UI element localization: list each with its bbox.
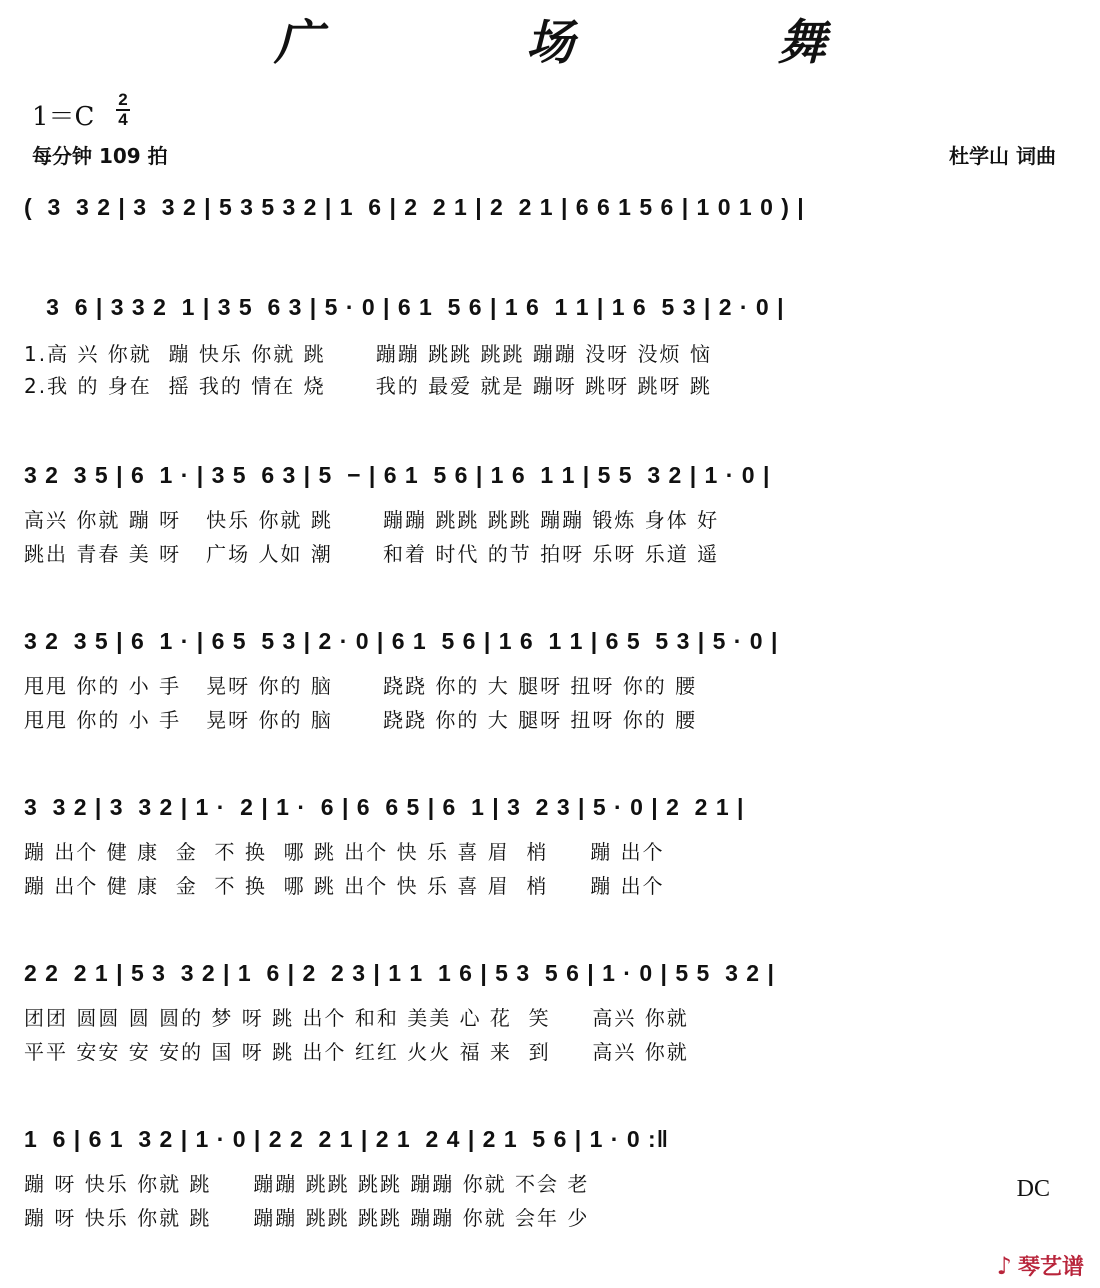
lyrics-verse-1: 高兴 你就 蹦 呀 快乐 你就 跳 蹦蹦 跳跳 跳跳 蹦蹦 锻炼 身体 好 — [24, 508, 720, 532]
lyrics-verse-1: 团团 圆圆 圆 圆的 梦 呀 跳 出个 和和 美美 心 花 笑 高兴 你就 — [24, 1006, 689, 1030]
lyrics-verse-2: 蹦 呀 快乐 你就 跳 蹦蹦 跳跳 跳跳 蹦蹦 你就 会年 少 — [24, 1206, 590, 1230]
logo-text: 琴艺谱 — [1017, 1255, 1084, 1280]
notes-line: 1 6 | 6 1 3 2 | 1 · 0 | 2 2 2 1 | 2 1 2 4 | 2 1 5 6 | 1 · 0 :‖ — [24, 1126, 670, 1152]
notes-line: 2 2 2 1 | 5 3 3 2 | 1 6 | 2 2 3 | 1 1 1 6 | 5 3 5 6 | 1 · 0 | 5 5 3 2 | — [24, 960, 775, 986]
lyrics-verse-2: 蹦 出个 健 康 金 不 换 哪 跳 出个 快 乐 喜 眉 梢 蹦 出个 — [24, 874, 665, 898]
time-signature-top: 2 — [118, 90, 128, 109]
tempo-marking: 每分钟 109 拍 — [32, 144, 168, 168]
lyrics-verse-2: 跳出 青春 美 呀 广场 人如 潮 和着 时代 的节 拍呀 乐呀 乐道 遥 — [24, 542, 720, 566]
logo-icon: ♪ — [996, 1252, 1012, 1280]
page-title: 广 场 舞 — [273, 15, 904, 71]
lyrics-verse-1: 1.高 兴 你就 蹦 快乐 你就 跳 蹦蹦 跳跳 跳跳 蹦蹦 没呀 没烦 恼 — [24, 342, 712, 366]
lyrics-verse-2: 甩甩 你的 小 手 晃呀 你的 脑 跷跷 你的 大 腿呀 扭呀 你的 腰 — [24, 708, 698, 732]
notes-line: 3 2 3 5 | 6 1 · | 3 5 6 3 | 5 − | 6 1 5 6 | 1 6 1 1 | 5 5 3 2 | 1 · 0 | — [24, 462, 771, 488]
lyrics-verse-1: 蹦 出个 健 康 金 不 换 哪 跳 出个 快 乐 喜 眉 梢 蹦 出个 — [24, 840, 665, 864]
notes-line: 3 6 | 3 3 2 1 | 3 5 6 3 | 5 · 0 | 6 1 5 6 | 1 6 1 1 | 1 6 5 3 | 2 · 0 | — [24, 294, 785, 320]
time-signature-bottom: 4 — [118, 110, 128, 129]
notes-line: 3 3 2 | 3 3 2 | 1 · 2 | 1 · 6 | 6 6 5 | 6 1 | 3 2 3 | 5 · 0 | 2 2 1 | — [24, 794, 745, 820]
lyrics-verse-2: 2.我 的 身在 摇 我的 情在 烧 我的 最爱 就是 蹦呀 跳呀 跳呀 跳 — [24, 374, 712, 398]
lyrics-verse-1: 蹦 呀 快乐 你就 跳 蹦蹦 跳跳 跳跳 蹦蹦 你就 不会 老 — [24, 1172, 590, 1196]
da-capo-mark: DC — [1016, 1176, 1050, 1202]
lyrics-verse-1: 甩甩 你的 小 手 晃呀 你的 脑 跷跷 你的 大 腿呀 扭呀 你的 腰 — [24, 674, 698, 698]
key-signature: 1＝C — [32, 102, 95, 132]
time-signature — [116, 92, 130, 128]
notes-line: ( 3 3 2 | 3 3 2 | 5 3 5 3 2 | 1 6 | 2 2 1 | 2 2 1 | 6 6 1 5 6 | 1 0 1 0 ) | — [24, 194, 805, 220]
lyrics-verse-2: 平平 安安 安 安的 国 呀 跳 出个 红红 火火 福 来 到 高兴 你就 — [24, 1040, 689, 1064]
author-credit: 杜学山 词曲 — [949, 144, 1056, 168]
notes-line: 3 2 3 5 | 6 1 · | 6 5 5 3 | 2 · 0 | 6 1 5 6 | 1 6 1 1 | 6 5 5 3 | 5 · 0 | — [24, 628, 779, 654]
site-logo — [997, 1250, 1084, 1281]
